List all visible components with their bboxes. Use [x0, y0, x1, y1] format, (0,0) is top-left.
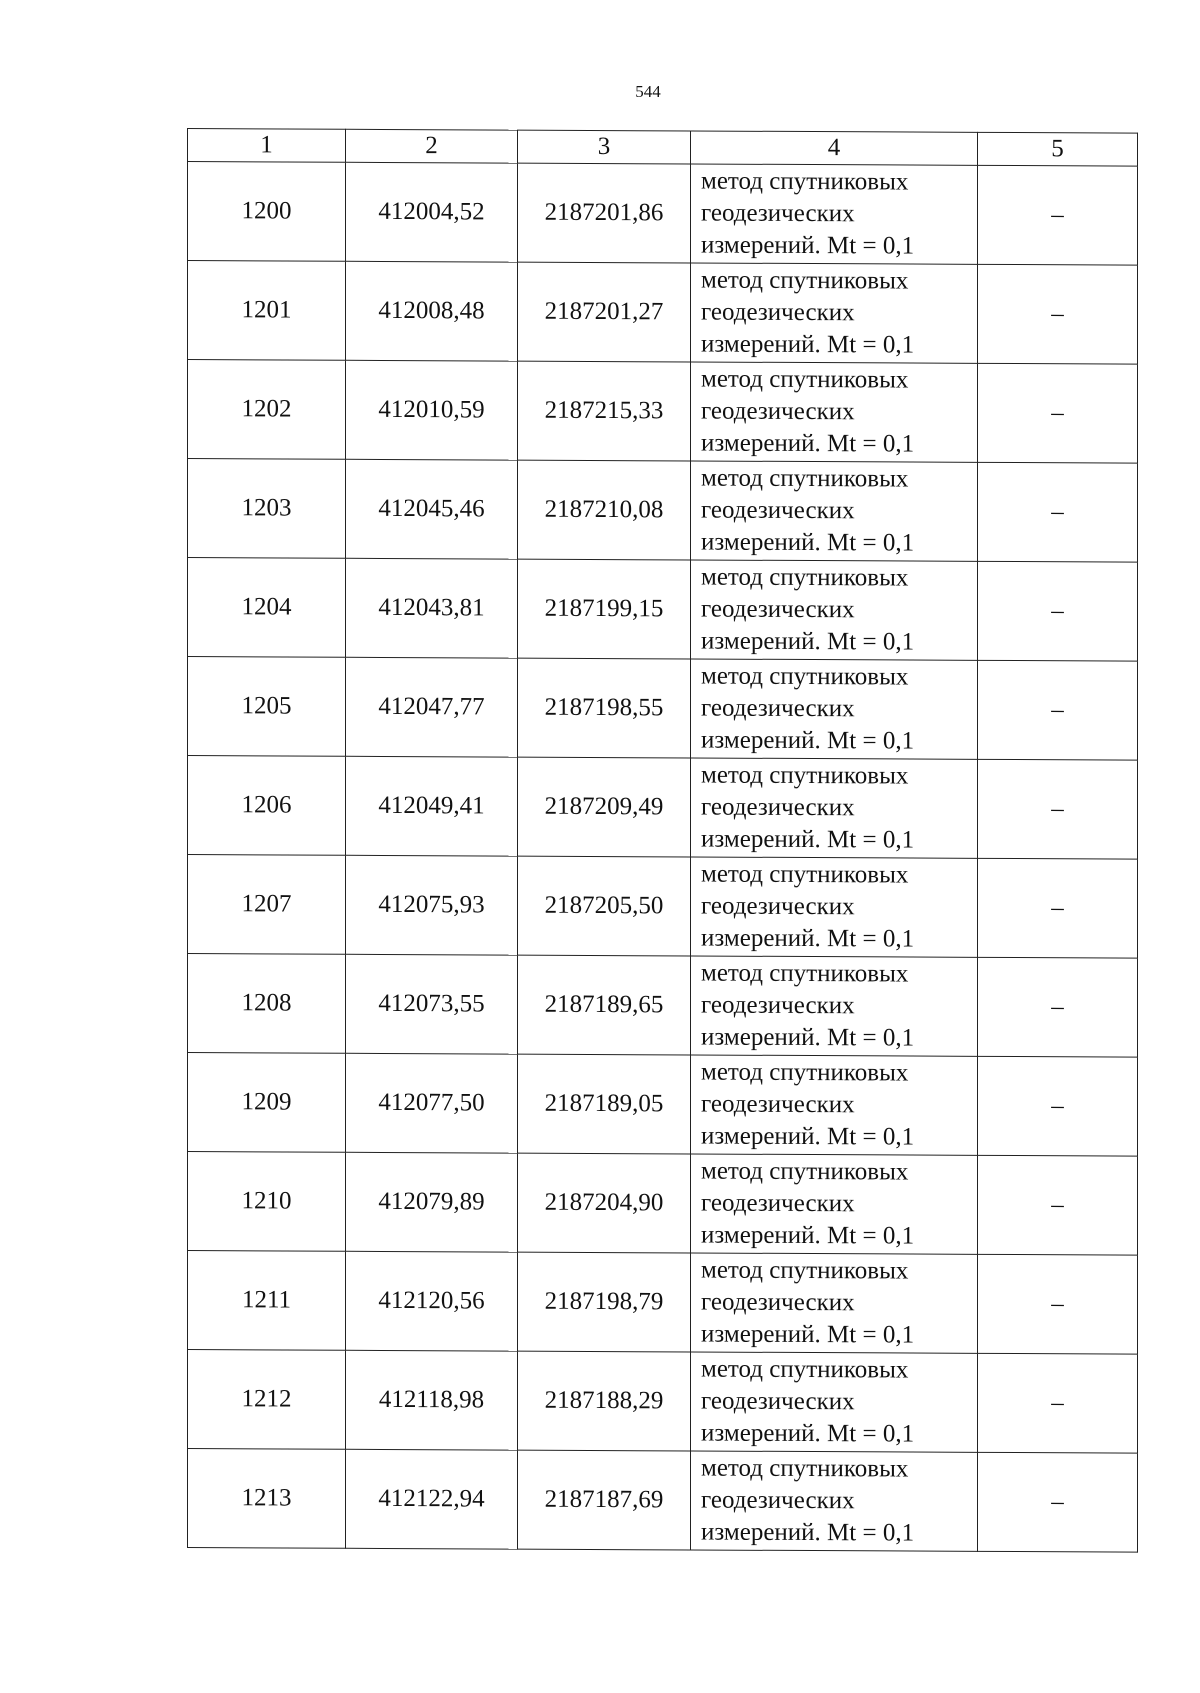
method-line: геодезических [701, 1090, 855, 1119]
x-coordinate-cell: 412010,59 [346, 360, 518, 460]
method-line: измерений. Mt = 0,1 [701, 627, 915, 656]
table-row [188, 1053, 1138, 1157]
method-line: метод спутниковых [701, 761, 909, 790]
x-coordinate-cell: 412045,46 [346, 459, 518, 559]
header-col-4: 4 [691, 131, 978, 165]
point-number-cell: 1212 [188, 1350, 346, 1450]
point-number-cell: 1207 [188, 855, 346, 955]
method-line: измерений. Mt = 0,1 [701, 825, 915, 854]
note-cell: – [978, 858, 1138, 958]
method-cell [691, 758, 978, 858]
method-line: измерений. Mt = 0,1 [701, 924, 915, 953]
point-number-cell: 1205 [188, 657, 346, 757]
note-cell: – [978, 660, 1138, 760]
method-line: геодезических [701, 892, 855, 921]
method-line: геодезических [701, 595, 855, 624]
point-number-cell: 1206 [188, 756, 346, 856]
method-cell [691, 857, 978, 957]
method-line: геодезических [701, 1486, 855, 1515]
x-coordinate-cell: 412122,94 [346, 1449, 518, 1549]
method-line: метод спутниковых [701, 563, 909, 592]
x-coordinate-cell: 412073,55 [346, 954, 518, 1054]
x-coordinate-cell: 412075,93 [346, 855, 518, 955]
method-cell [691, 560, 978, 660]
point-number-cell: 1211 [188, 1251, 346, 1351]
method-line: геодезических [701, 694, 855, 723]
method-line: геодезических [701, 397, 855, 426]
note-cell: – [978, 1452, 1138, 1552]
point-number-cell: 1208 [188, 954, 346, 1054]
table-row [188, 558, 1138, 662]
method-line: геодезических [701, 991, 855, 1020]
y-coordinate-cell: 2187198,79 [518, 1252, 691, 1352]
x-coordinate-cell: 412043,81 [346, 558, 518, 658]
method-line: измерений. Mt = 0,1 [701, 1221, 915, 1250]
method-line: геодезических [701, 1387, 855, 1416]
y-coordinate-cell: 2187201,86 [518, 163, 691, 263]
method-cell [691, 1154, 978, 1254]
note-cell: – [978, 462, 1138, 562]
y-coordinate-cell: 2187209,49 [518, 757, 691, 857]
y-coordinate-cell: 2187210,08 [518, 460, 691, 560]
note-cell: – [978, 1353, 1138, 1453]
y-coordinate-cell: 2187215,33 [518, 361, 691, 461]
x-coordinate-cell: 412118,98 [346, 1350, 518, 1450]
method-line: измерений. Mt = 0,1 [701, 1320, 915, 1349]
method-line: измерений. Mt = 0,1 [701, 330, 915, 359]
method-line: геодезических [701, 199, 855, 228]
x-coordinate-cell: 412077,50 [346, 1053, 518, 1153]
note-cell: – [978, 561, 1138, 661]
page-number: 544 [635, 82, 661, 101]
y-coordinate-cell: 2187198,55 [518, 658, 691, 758]
header-row [188, 129, 1138, 167]
method-line: геодезических [701, 298, 855, 327]
table-row [188, 1251, 1138, 1355]
header-col-3: 3 [518, 130, 691, 164]
method-cell [691, 659, 978, 759]
x-coordinate-cell: 412008,48 [346, 261, 518, 361]
table-row [188, 162, 1138, 266]
header-col-2: 2 [346, 129, 518, 163]
note-cell: – [978, 1056, 1138, 1156]
table-row [188, 855, 1138, 959]
method-line: измерений. Mt = 0,1 [701, 726, 915, 755]
method-line: геодезических [701, 1288, 855, 1317]
method-line: геодезических [701, 496, 855, 525]
x-coordinate-cell: 412079,89 [346, 1152, 518, 1252]
method-line: метод спутниковых [701, 266, 909, 295]
method-cell [691, 263, 978, 363]
point-number-cell: 1200 [188, 162, 346, 262]
method-line: измерений. Mt = 0,1 [701, 231, 915, 260]
table-row [188, 459, 1138, 563]
method-line: геодезических [701, 793, 855, 822]
method-line: измерений. Mt = 0,1 [701, 1419, 915, 1448]
point-number-cell: 1204 [188, 558, 346, 658]
table-row [188, 756, 1138, 860]
point-number-cell: 1209 [188, 1053, 346, 1153]
method-cell [691, 362, 978, 462]
method-line: измерений. Mt = 0,1 [701, 1122, 915, 1151]
method-line: метод спутниковых [701, 1058, 909, 1087]
method-line: измерений. Mt = 0,1 [701, 429, 915, 458]
method-cell [691, 461, 978, 561]
method-line: измерений. Mt = 0,1 [701, 1518, 915, 1547]
method-line: геодезических [701, 1189, 855, 1218]
method-line: измерений. Mt = 0,1 [701, 528, 915, 557]
point-number-cell: 1201 [188, 261, 346, 361]
table-row [188, 954, 1138, 1058]
method-line: метод спутниковых [701, 1256, 909, 1285]
y-coordinate-cell: 2187201,27 [518, 262, 691, 362]
method-line: метод спутниковых [701, 167, 909, 196]
y-coordinate-cell: 2187199,15 [518, 559, 691, 659]
x-coordinate-cell: 412047,77 [346, 657, 518, 757]
y-coordinate-cell: 2187204,90 [518, 1153, 691, 1253]
method-cell [691, 1352, 978, 1452]
table-row [188, 1152, 1138, 1256]
method-cell [691, 956, 978, 1056]
note-cell: – [978, 165, 1138, 265]
method-cell [691, 1055, 978, 1155]
method-line: метод спутниковых [701, 1355, 909, 1384]
note-cell: – [978, 1254, 1138, 1354]
y-coordinate-cell: 2187205,50 [518, 856, 691, 956]
header-col-1: 1 [188, 129, 346, 163]
x-coordinate-cell: 412120,56 [346, 1251, 518, 1351]
point-number-cell: 1203 [188, 459, 346, 559]
method-line: измерений. Mt = 0,1 [701, 1023, 915, 1052]
coordinates-table [187, 128, 1138, 1553]
method-line: метод спутниковых [701, 1454, 909, 1483]
method-cell [691, 1451, 978, 1551]
y-coordinate-cell: 2187188,29 [518, 1351, 691, 1451]
method-line: метод спутниковых [701, 959, 909, 988]
method-line: метод спутниковых [701, 365, 909, 394]
note-cell: – [978, 363, 1138, 463]
note-cell: – [978, 957, 1138, 1057]
table-row [188, 1449, 1138, 1553]
method-line: метод спутниковых [701, 1157, 909, 1186]
method-cell [691, 1253, 978, 1353]
table-row [188, 261, 1138, 365]
x-coordinate-cell: 412004,52 [346, 162, 518, 262]
table-row [188, 1350, 1138, 1454]
table-header [188, 129, 1138, 167]
header-col-5: 5 [978, 132, 1138, 166]
y-coordinate-cell: 2187189,05 [518, 1054, 691, 1154]
point-number-cell: 1213 [188, 1449, 346, 1549]
note-cell: – [978, 759, 1138, 859]
table-row [188, 360, 1138, 464]
method-line: метод спутниковых [701, 662, 909, 691]
x-coordinate-cell: 412049,41 [346, 756, 518, 856]
note-cell: – [978, 264, 1138, 364]
point-number-cell: 1210 [188, 1152, 346, 1252]
method-cell [691, 164, 978, 264]
method-line: метод спутниковых [701, 860, 909, 889]
y-coordinate-cell: 2187187,69 [518, 1450, 691, 1550]
table-body [188, 162, 1138, 1553]
note-cell: – [978, 1155, 1138, 1255]
method-line: метод спутниковых [701, 464, 909, 493]
y-coordinate-cell: 2187189,65 [518, 955, 691, 1055]
table-row [188, 657, 1138, 761]
point-number-cell: 1202 [188, 360, 346, 460]
